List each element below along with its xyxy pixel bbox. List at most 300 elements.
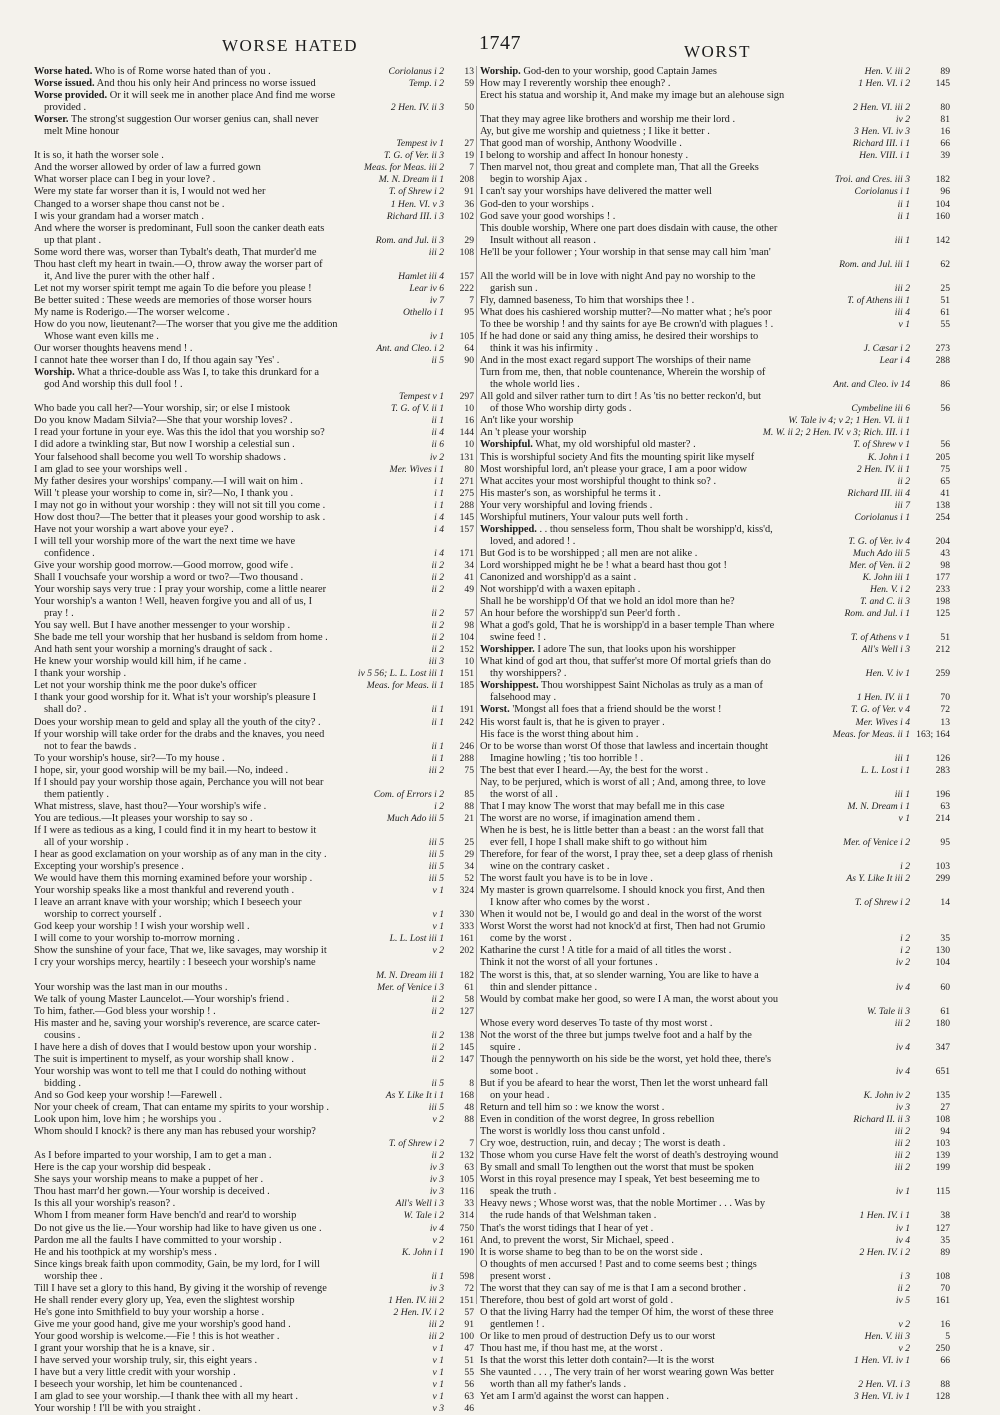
quotation-text: speak the truth . (490, 1186, 557, 1198)
quotation-text: What accites your most worshipful thought to think so? . (480, 475, 717, 487)
quotation-text: Your worship was wont to tell me that I could do nothing without (34, 1065, 306, 1077)
concordance-line (34, 126, 474, 138)
line-number: 57 (464, 608, 474, 620)
quotation-text: To your worship's house, sir?—To my house . (34, 752, 225, 764)
concordance-line (34, 717, 474, 729)
line-number: 125 (935, 608, 950, 620)
quotation-text: I adore The sun, that looks upon his worshipper (534, 644, 736, 656)
concordance-line (480, 680, 950, 692)
line-number: 651 (935, 1065, 950, 1077)
play-reference: v 2 (898, 1342, 910, 1354)
line-number: 299 (935, 873, 950, 885)
play-reference: iii 5 (428, 1102, 444, 1114)
concordance-line (480, 464, 950, 476)
line-number: 171 (459, 547, 474, 559)
concordance-line (480, 789, 950, 801)
concordance-line (480, 1126, 950, 1138)
line-number: 52 (464, 873, 474, 885)
concordance-line (480, 873, 950, 885)
line-number: 233 (935, 584, 950, 596)
play-reference: iv 2 (895, 957, 910, 969)
concordance-line (34, 1198, 474, 1210)
play-reference: iii 2 (894, 1017, 910, 1029)
quotation-text: Yet am I arm'd against the worst can happen . (480, 1391, 669, 1403)
concordance-line (480, 632, 950, 644)
line-number: 56 (464, 1379, 474, 1391)
quotation-text: the worst of all . (490, 788, 558, 800)
play-reference: v 1 (898, 318, 910, 330)
concordance-line (480, 331, 950, 343)
play-reference: W. Tale iv 4; v 2; 1 Hen. VI. ii 1 (788, 415, 910, 427)
concordance-line (34, 1403, 474, 1415)
quotation-text: He shall render every glory up, Yea, even the slightest worship (34, 1294, 295, 1306)
play-reference: v 1 (432, 1379, 444, 1391)
play-reference: ii 5 (431, 1077, 444, 1089)
concordance-line (34, 78, 474, 90)
quotation-text: Insult without all reason . (490, 234, 596, 246)
play-reference: T. of Shrew i 2 (388, 1138, 444, 1150)
play-reference: iii 1 (894, 234, 910, 246)
concordance-line (480, 909, 950, 921)
quotation-text: Imagine howling ; 'tis too horrible ! . (490, 752, 644, 764)
running-head (26, 30, 974, 66)
line-number: 116 (459, 1186, 474, 1198)
concordance-line (480, 500, 950, 512)
play-reference: iii 7 (894, 499, 910, 511)
concordance-line (480, 199, 950, 211)
play-reference: Mer. Wives i 4 (855, 716, 910, 728)
play-reference: T. G. of Ver. iv 4 (848, 535, 910, 547)
line-number: 288 (459, 499, 474, 511)
quotation-text: His master and he, saving your worship's reverence, are scarce cater- (34, 1017, 321, 1029)
line-number: 214 (935, 812, 950, 824)
play-reference: ii 2 (431, 1150, 444, 1162)
quotation-text: God-den to your worship, good Captain James (520, 66, 717, 77)
line-number: 138 (935, 499, 950, 511)
concordance-line (480, 608, 950, 620)
line-number: 34 (464, 861, 474, 873)
play-reference: iii 1 (894, 788, 910, 800)
quotation-text: I have but a very little credit with your worship . (34, 1367, 236, 1379)
concordance-line (34, 1379, 474, 1391)
headword: Worst. (480, 704, 510, 716)
concordance-line (480, 1198, 950, 1210)
quotation-text: Your worship says very true : I pray your worship, come a little nearer (34, 584, 327, 596)
concordance-line (34, 1030, 474, 1042)
play-reference: 1 Hen. VI. v 3 (390, 198, 444, 210)
quotation-text: bidding . (44, 1077, 81, 1089)
quotation-text: Fly, damned baseness, To him that worships thee ! . (480, 294, 695, 306)
concordance-line (480, 138, 950, 150)
play-reference: Tempest v 1 (399, 391, 444, 403)
play-reference: iv 2 (429, 451, 444, 463)
line-number: 288 (935, 355, 950, 367)
play-reference: ii 6 (431, 439, 444, 451)
line-number: 80 (940, 102, 950, 114)
line-number: 25 (940, 282, 950, 294)
concordance-line (34, 680, 474, 692)
quotation-text: I cry your worships mercy, heartily : I beseech your worship's name (34, 957, 316, 969)
quotation-text: Your very worshipful and loving friends . (480, 499, 653, 511)
play-reference: Othello i 1 (402, 306, 444, 318)
quotation-text: An 't please your worship (480, 427, 587, 439)
line-number: 25 (464, 837, 474, 848)
concordance-line (480, 102, 950, 114)
line-number: 72 (940, 704, 950, 716)
line-number: 177 (935, 571, 950, 583)
concordance-line (34, 632, 474, 644)
quotation-text: She bade me tell your worship that her husband is seldom from home . (34, 632, 328, 644)
line-number: 212 (935, 644, 950, 656)
quotation-text: Changed to a worser shape thou canst not be . (34, 198, 225, 210)
headword: Worship. (480, 66, 521, 77)
concordance-line (480, 90, 950, 102)
quotation-text: . . thou senseless form, Thou shalt be worshipp'd, kiss'd, (536, 523, 773, 535)
concordance-line (480, 439, 950, 451)
concordance-line (480, 1174, 950, 1186)
concordance-line (480, 295, 950, 307)
concordance-line (34, 283, 474, 295)
play-reference: iii 2 (428, 1330, 444, 1342)
quotation-text: The suit is impertinent to myself, as your worship shall know . (34, 1053, 295, 1065)
concordance-line (34, 1367, 474, 1379)
concordance-line (480, 1102, 950, 1114)
quotation-text: Cry woe, destruction, ruin, and decay ; The worst is death . (480, 1138, 726, 1150)
concordance-line (34, 1042, 474, 1054)
line-number: 144 (459, 427, 474, 439)
play-reference: ii 2 (897, 1282, 910, 1294)
play-reference: v 1 (432, 1355, 444, 1367)
concordance-line (480, 994, 950, 1006)
concordance-line (480, 174, 950, 186)
concordance-line (34, 1006, 474, 1018)
concordance-line (34, 1391, 474, 1403)
play-reference: Ant. and Cleo. i 2 (376, 343, 444, 355)
concordance-line (480, 1331, 950, 1343)
concordance-line (480, 933, 950, 945)
play-reference: 2 Hen. VI. i 3 (858, 1379, 910, 1391)
line-number: 161 (459, 933, 474, 945)
quotation-text: When he is best, he is little better than a beast : an the worst fall that (480, 824, 764, 836)
play-reference: i 4 (434, 523, 444, 535)
quotation-text: And where the worser is predominant, Full soon the canker death eats (34, 222, 325, 234)
concordance-line (480, 620, 950, 632)
line-number: 33 (464, 1198, 474, 1210)
concordance-line (480, 1114, 950, 1126)
concordance-line (34, 1102, 474, 1114)
quotation-text: I have here a dish of doves that I would bestow upon your worship . (34, 1041, 317, 1053)
play-reference: K. John i 1 (867, 451, 910, 463)
concordance-line (34, 355, 474, 367)
quotation-text: An't like your worship (480, 415, 574, 427)
running-head-left: WORSE HATED (222, 36, 358, 55)
concordance-line (480, 777, 950, 789)
quotation-text: Show the sunshine of your face, That we, like savages, may worship it (34, 945, 327, 957)
concordance-line (34, 1295, 474, 1307)
quotation-text: Our worser thoughts heavens mend ! . (34, 343, 193, 355)
quotation-text: thin and slender pittance . (490, 981, 598, 993)
line-number: 750 (459, 1222, 474, 1234)
line-number: 66 (940, 138, 950, 150)
concordance-line (480, 283, 950, 295)
headword: Worshipper. (480, 644, 535, 656)
play-reference: i 1 (434, 487, 444, 499)
play-reference: Coriolanus i 1 (854, 186, 910, 198)
play-reference: i 4 (434, 511, 444, 523)
line-number: 128 (935, 1391, 950, 1403)
line-number: 598 (459, 1270, 474, 1282)
line-number: 152 (459, 644, 474, 656)
line-number: 48 (464, 1102, 474, 1114)
concordance-line (34, 452, 474, 464)
play-reference: iv 4 (429, 1222, 444, 1234)
concordance-line (34, 271, 474, 283)
quotation-text: All gold and silver rather turn to dirt ! As 'tis no better reckon'd, but (480, 391, 762, 403)
quotation-text: Though the pennyworth on his side be the worst, yet hold thee, there's (480, 1053, 772, 1065)
concordance-line (34, 379, 474, 391)
concordance-line (34, 391, 474, 403)
line-number: 130 (935, 945, 950, 957)
play-reference: 1 Hen. VI. i 2 (858, 78, 910, 90)
quotation-text: of those Who worship dirty gods . (490, 403, 632, 415)
quotation-text: Your worship ! I'll be with you straight . (34, 1403, 201, 1415)
play-reference: v 1 (432, 921, 444, 933)
quotation-text: melt Mine honour (44, 126, 120, 138)
quotation-text: Your worship was the last man in our mouths . (34, 981, 228, 993)
column-left (34, 66, 474, 1415)
line-number: 36 (464, 198, 474, 210)
quotation-text: Worst in this royal presence may I speak, Yet best beseeming me to (480, 1174, 760, 1186)
quotation-text: confidence . (44, 547, 95, 559)
concordance-line (34, 1174, 474, 1186)
play-reference: iv 4 (895, 1065, 910, 1077)
quotation-text: As I before imparted to your worship, I am to get a man . (34, 1150, 272, 1162)
play-reference: iii 5 (428, 849, 444, 861)
play-reference: K. John iv 2 (863, 1089, 910, 1101)
line-number: 145 (459, 1041, 474, 1053)
play-reference: Rom. and Jul. ii 3 (375, 234, 444, 246)
quotation-text: If I were as tedious as a king, I could find it in my heart to bestow it (34, 824, 317, 836)
line-number: 89 (940, 1246, 950, 1258)
quotation-text: Till I have set a glory to this hand, By giving it the worship of revenge (34, 1282, 327, 1294)
concordance-line (34, 186, 474, 198)
line-number: 7 (469, 1138, 474, 1150)
concordance-line (480, 1042, 950, 1054)
line-number: 60 (940, 981, 950, 993)
concordance-line (480, 1054, 950, 1066)
quotation-text: God save your good worships ! . (480, 210, 616, 222)
quotation-text: swine feed ! . (490, 632, 546, 644)
quotation-text: I will come to your worship to-morrow morning . (34, 933, 240, 945)
play-reference: iv 3 (895, 1102, 910, 1114)
line-number: 147 (459, 1053, 474, 1065)
concordance-line (480, 1295, 950, 1307)
line-number: 56 (940, 439, 950, 451)
play-reference: ii 2 (431, 1005, 444, 1017)
line-number: 180 (935, 1017, 950, 1029)
line-number: 204 (935, 535, 950, 547)
quotation-text: His face is the worst thing about him . (480, 728, 639, 740)
line-number: 55 (464, 1367, 474, 1379)
quotation-text: Your worship speaks like a most thankful and reverend youth . (34, 885, 295, 897)
concordance-line (34, 66, 474, 78)
quotation-text: My name is Roderigo.—The worser welcome . (34, 306, 230, 318)
line-number: 39 (940, 150, 950, 162)
quotation-text: That's the worst tidings that I hear of yet . (480, 1222, 654, 1234)
concordance-line (34, 813, 474, 825)
concordance-line (480, 560, 950, 572)
play-reference: ii 2 (431, 608, 444, 620)
line-number: 142 (935, 234, 950, 246)
line-number: 88 (464, 800, 474, 812)
play-reference: Rom. and Jul. iii 1 (839, 258, 910, 270)
line-number: 16 (940, 126, 950, 138)
line-number: 108 (935, 1114, 950, 1126)
concordance-line (34, 945, 474, 957)
play-reference: iii 2 (428, 246, 444, 258)
concordance-line (34, 1150, 474, 1162)
quotation-text: I grant your worship that he is a knave, sir . (34, 1342, 215, 1354)
quotation-text: When it would not be, I would go and deal in the worst of the worst (480, 909, 762, 921)
quotation-text: I thank your worship . (34, 668, 127, 680)
quotation-text: Here is the cap your worship did bespeak . (34, 1162, 211, 1174)
play-reference: Lear iv 6 (409, 282, 444, 294)
play-reference: iv 5 (895, 1294, 910, 1306)
quotation-text: I can't say your worships have delivered the matter well (480, 186, 712, 198)
quotation-text: Who is of Rome worse hated than of you . (92, 66, 271, 77)
quotation-text: He'll be your follower ; Your worship in that sense may call him 'man' (480, 246, 771, 258)
line-number: 70 (940, 1282, 950, 1294)
play-reference: iv 1 (895, 1186, 910, 1198)
play-reference: 2 Hen. IV. i 2 (393, 1306, 444, 1318)
line-number: 275 (459, 487, 474, 499)
quotation-text: What a god's gold, That he is worshipp'd in a baser temple Than where (480, 620, 775, 632)
concordance-line (34, 331, 474, 343)
concordance-line (34, 897, 474, 909)
concordance-line (480, 355, 950, 367)
quotation-text: The worst that they can say of me is that I am a second brother . (480, 1282, 747, 1294)
concordance-line (34, 1235, 474, 1247)
quotation-text: the rude hands of that Welshman taken . (490, 1210, 657, 1222)
line-number: 43 (940, 547, 950, 559)
quotation-text: Your worship's a wanton ! Well, heaven forgive you and all of us, I (34, 596, 313, 608)
play-reference: iii 2 (894, 1126, 910, 1138)
line-number: 91 (464, 1318, 474, 1330)
play-reference: J. Cæsar i 2 (863, 343, 910, 355)
concordance-line (34, 138, 474, 150)
line-number: 131 (459, 451, 474, 463)
concordance-line (34, 1054, 474, 1066)
quotation-text: Not worshipp'd with a waxen epitaph . (480, 584, 641, 596)
concordance-line (480, 1259, 950, 1271)
play-reference: ii 1 (431, 716, 444, 728)
concordance-line (480, 837, 950, 849)
concordance-line (480, 1319, 950, 1331)
play-reference: Hen. V. iii 2 (864, 66, 910, 77)
line-number: 35 (940, 1234, 950, 1246)
play-reference: ii 1 (431, 740, 444, 752)
concordance-line (34, 343, 474, 355)
concordance-line (480, 765, 950, 777)
concordance-line (480, 379, 950, 391)
line-number: 161 (459, 1234, 474, 1246)
line-number: 35 (940, 933, 950, 945)
play-reference: T. of Shrew v 1 (853, 439, 910, 451)
concordance-line (480, 150, 950, 162)
play-reference: Richard II. ii 3 (853, 1114, 910, 1126)
concordance-line (34, 1223, 474, 1235)
concordance-line (34, 741, 474, 753)
concordance-line (34, 909, 474, 921)
quotation-text: Give me your good hand, give me your worship's good hand . (34, 1318, 291, 1330)
concordance-line (480, 415, 950, 427)
concordance-line (34, 1331, 474, 1343)
quotation-text: Whom I from meaner form Have bench'd and rear'd to worship (34, 1210, 297, 1222)
concordance-line (34, 753, 474, 765)
quotation-text: falsehood may . (490, 692, 557, 704)
line-number: 47 (464, 1342, 474, 1354)
concordance-line (480, 849, 950, 861)
concordance-line (34, 596, 474, 608)
play-reference: Ant. and Cleo. iv 14 (833, 379, 910, 391)
concordance-line (480, 1391, 950, 1403)
play-reference: iii 2 (428, 1318, 444, 1330)
play-reference: i 1 (434, 499, 444, 511)
line-number: 102 (459, 210, 474, 222)
concordance-line (34, 572, 474, 584)
concordance-line (34, 295, 474, 307)
quotation-text: How dost thou?—The better that it pleases your good worship to ask . (34, 511, 326, 523)
line-number: 34 (464, 559, 474, 571)
quotation-text: How may I reverently worship thee enough? . (480, 78, 671, 90)
line-number: 86 (940, 379, 950, 391)
play-reference: Richard III. iii 4 (847, 487, 910, 499)
concordance-line (34, 668, 474, 680)
quotation-text: O that the living Harry had the temper Of him, the worst of these three (480, 1306, 774, 1318)
concordance-line (480, 668, 950, 680)
concordance-line (480, 1162, 950, 1174)
line-number: 139 (935, 1150, 950, 1162)
quotation-text: If he had done or said any thing amiss, he desired their worships to (480, 331, 759, 343)
concordance-line (34, 825, 474, 837)
play-reference: iv 4 (895, 1041, 910, 1053)
play-reference: v 2 (432, 945, 444, 957)
concordance-line (480, 584, 950, 596)
line-number: 283 (935, 764, 950, 776)
concordance-line (480, 1138, 950, 1150)
line-number: 51 (940, 632, 950, 644)
quotation-text: Some word there was, worser than Tybalt's death, That murder'd me (34, 246, 317, 258)
play-reference: Hen. V. iv 1 (865, 668, 910, 680)
play-reference: ii 1 (431, 704, 444, 716)
concordance-line (34, 921, 474, 933)
play-reference: ii 2 (431, 1041, 444, 1053)
play-reference: Meas. for Meas. iii 2 (364, 162, 444, 174)
line-number: 135 (935, 1089, 950, 1101)
line-number: 115 (935, 1186, 950, 1198)
quotation-text: Give your worship good morrow.—Good morrow, good wife . (34, 559, 294, 571)
headword: Worshipful. (480, 439, 533, 451)
concordance-line (34, 247, 474, 259)
concordance-line (34, 789, 474, 801)
line-number: 10 (464, 656, 474, 668)
quotation-text: god And worship this dull fool ! . (44, 379, 183, 391)
quotation-text: Thou hast cleft my heart in twain.—O, throw away the worser part of (34, 258, 323, 270)
play-reference: Coriolanus i 2 (388, 66, 444, 77)
quotation-text: I belong to worship and affect In honour honesty . (480, 150, 689, 162)
concordance-line (480, 247, 950, 259)
quotation-text: His master's son, as worshipful he terms it . (480, 487, 661, 499)
